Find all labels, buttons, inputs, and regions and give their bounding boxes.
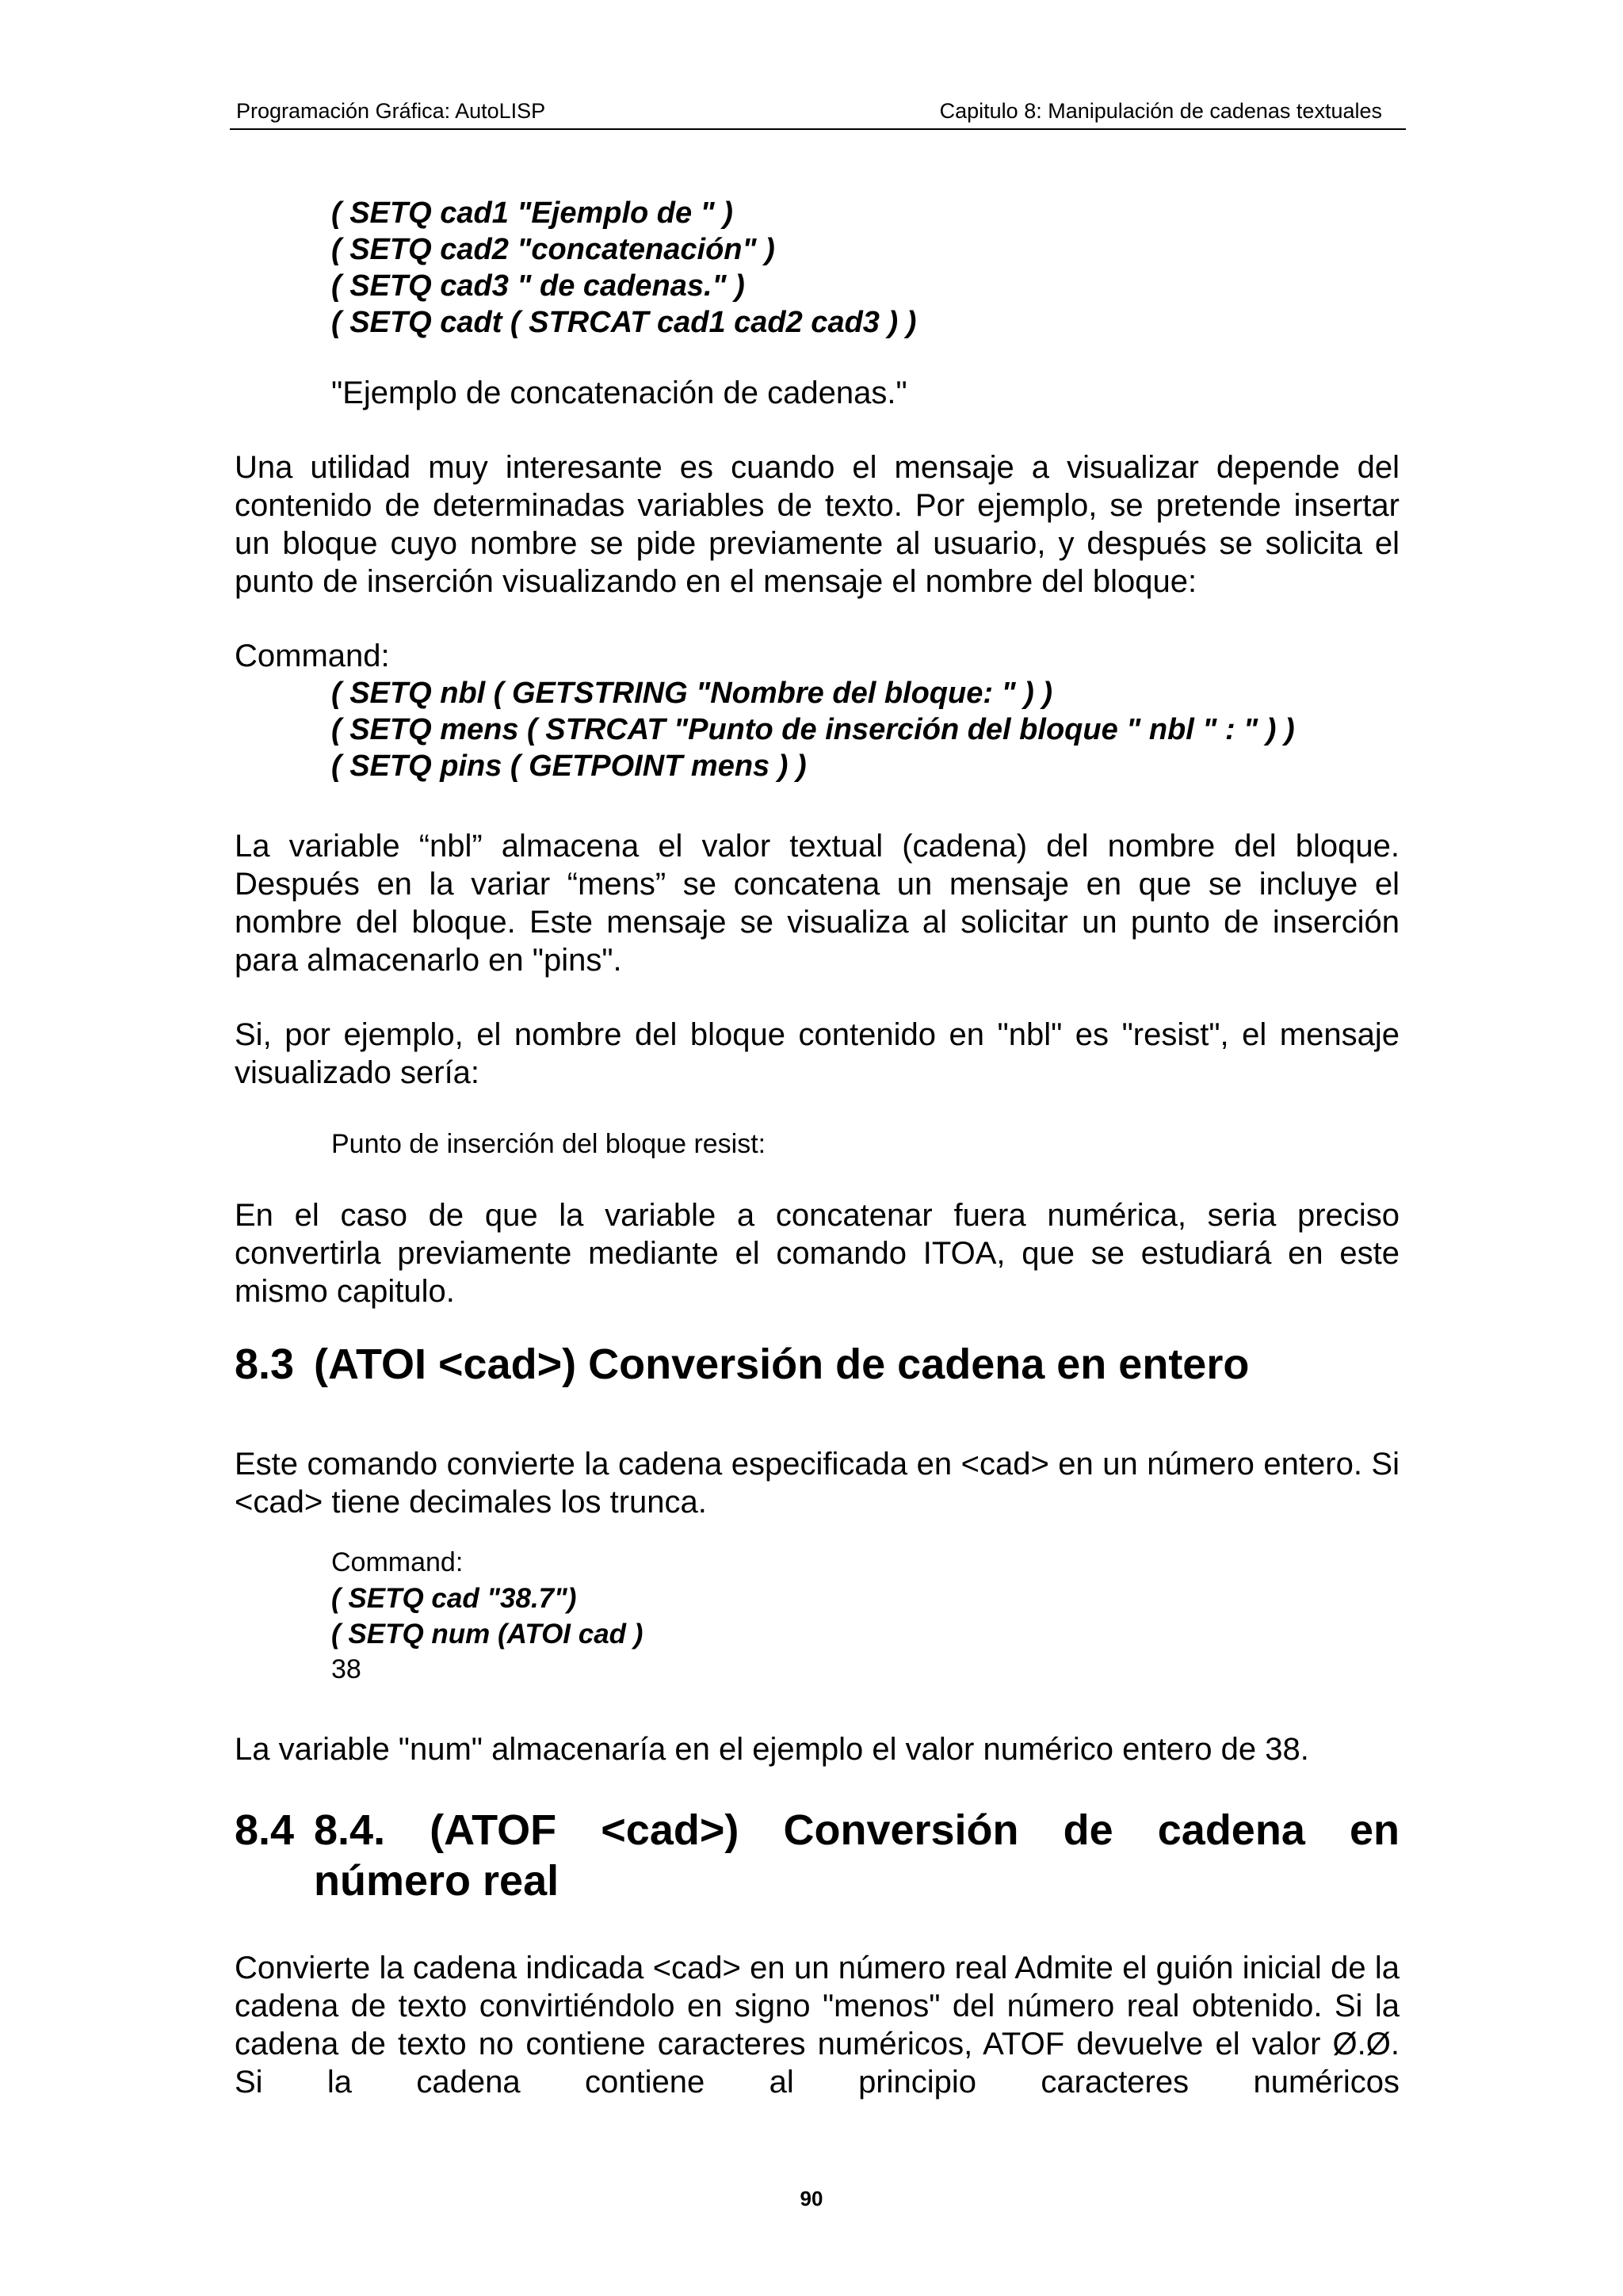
prompt-example: Punto de inserción del bloque resist: bbox=[331, 1129, 766, 1159]
code-line: ( SETQ num (ATOI cad ) bbox=[331, 1619, 643, 1650]
result-value: 38 bbox=[331, 1654, 361, 1684]
code-line: ( SETQ cad2 "concatenación" ) bbox=[331, 233, 775, 266]
section-number: 8.3 bbox=[235, 1341, 295, 1388]
code-line: ( SETQ cadt ( STRCAT cad1 cad2 cad3 ) ) bbox=[331, 306, 917, 339]
code-line: ( SETQ mens ( STRCAT "Punto de inserción del bloque " nbl " : " ) ) bbox=[331, 713, 1295, 746]
code-line: ( SETQ cad1 "Ejemplo de " ) bbox=[331, 196, 733, 230]
code-line: ( SETQ cad3 " de cadenas." ) bbox=[331, 269, 745, 303]
code-line: ( SETQ nbl ( GETSTRING "Nombre del bloque: " ) ) bbox=[331, 677, 1053, 710]
paragraph: Este comando convierte la cadena especificada en <cad> en un número entero. Si <cad> tiene decimales los trunca. bbox=[235, 1447, 1400, 1520]
section-title-line: 8.4. (ATOF <cad>) Conversión de cadena en bbox=[314, 1806, 1400, 1854]
paragraph: Convierte la cadena indicada <cad> en un número real Admite el guión inicial de la cadena de texto convirtiéndolo en signo "menos" del número real obtenido. Si la cadena de texto no contiene caracteres numéricos, ATOF devuelve el valor Ø.Ø. Si la cadena contiene al principio caracteres numéricos bbox=[235, 1951, 1400, 2100]
result-string: "Ejemplo de concatenación de cadenas." bbox=[331, 376, 907, 410]
code-block-atoi bbox=[331, 1545, 643, 1688]
section-title: (ATOI <cad>) Conversión de cadena en entero bbox=[314, 1341, 1250, 1388]
section-title-line: número real bbox=[314, 1857, 559, 1905]
paragraph: Una utilidad muy interesante es cuando el mensaje a visualizar depende del contenido de determinadas variables de texto. Por ejemplo, se pretende insertar un bloque cuyo nombre se pide previamente al usuario, y después se solicita el punto de inserción visualizando en el mensaje el nombre del bloque: bbox=[235, 450, 1400, 599]
page-number: 90 bbox=[800, 2187, 823, 2210]
section-number: 8.4 bbox=[235, 1806, 295, 1854]
section-heading-8-4 bbox=[235, 1805, 1400, 1906]
paragraph: La variable "num" almacenaría en el ejemplo el valor numérico entero de 38. bbox=[235, 1732, 1309, 1767]
command-label: Command: bbox=[235, 639, 390, 673]
header-book-title: Programación Gráfica: AutoLISP bbox=[236, 99, 546, 123]
section-title bbox=[314, 1805, 1400, 1906]
code-line: ( SETQ pins ( GETPOINT mens ) ) bbox=[331, 749, 807, 783]
paragraph: La variable “nbl” almacena el valor textual (cadena) del nombre del bloque. Después en la variar “mens” se concatena un mensaje en que se incluye el nombre del bloque. Este mensaje se visualiza al solicitar un punto de inserción para almacenarlo en "pins". bbox=[235, 829, 1400, 978]
code-block-strcat bbox=[331, 195, 916, 341]
header-chapter-title: Capitulo 8: Manipulación de cadenas textuales bbox=[939, 99, 1382, 123]
running-header bbox=[230, 93, 1406, 130]
code-block-getstring bbox=[331, 675, 1295, 784]
paragraph: En el caso de que la variable a concatenar fuera numérica, seria preciso convertirla previamente mediante el comando ITOA, que se estudiará en este mismo capitulo. bbox=[235, 1198, 1400, 1309]
command-label: Command: bbox=[331, 1547, 464, 1577]
code-line: ( SETQ cad "38.7") bbox=[331, 1583, 577, 1614]
paragraph: Si, por ejemplo, el nombre del bloque contenido en "nbl" es "resist", el mensaje visualizado sería: bbox=[235, 1017, 1400, 1090]
